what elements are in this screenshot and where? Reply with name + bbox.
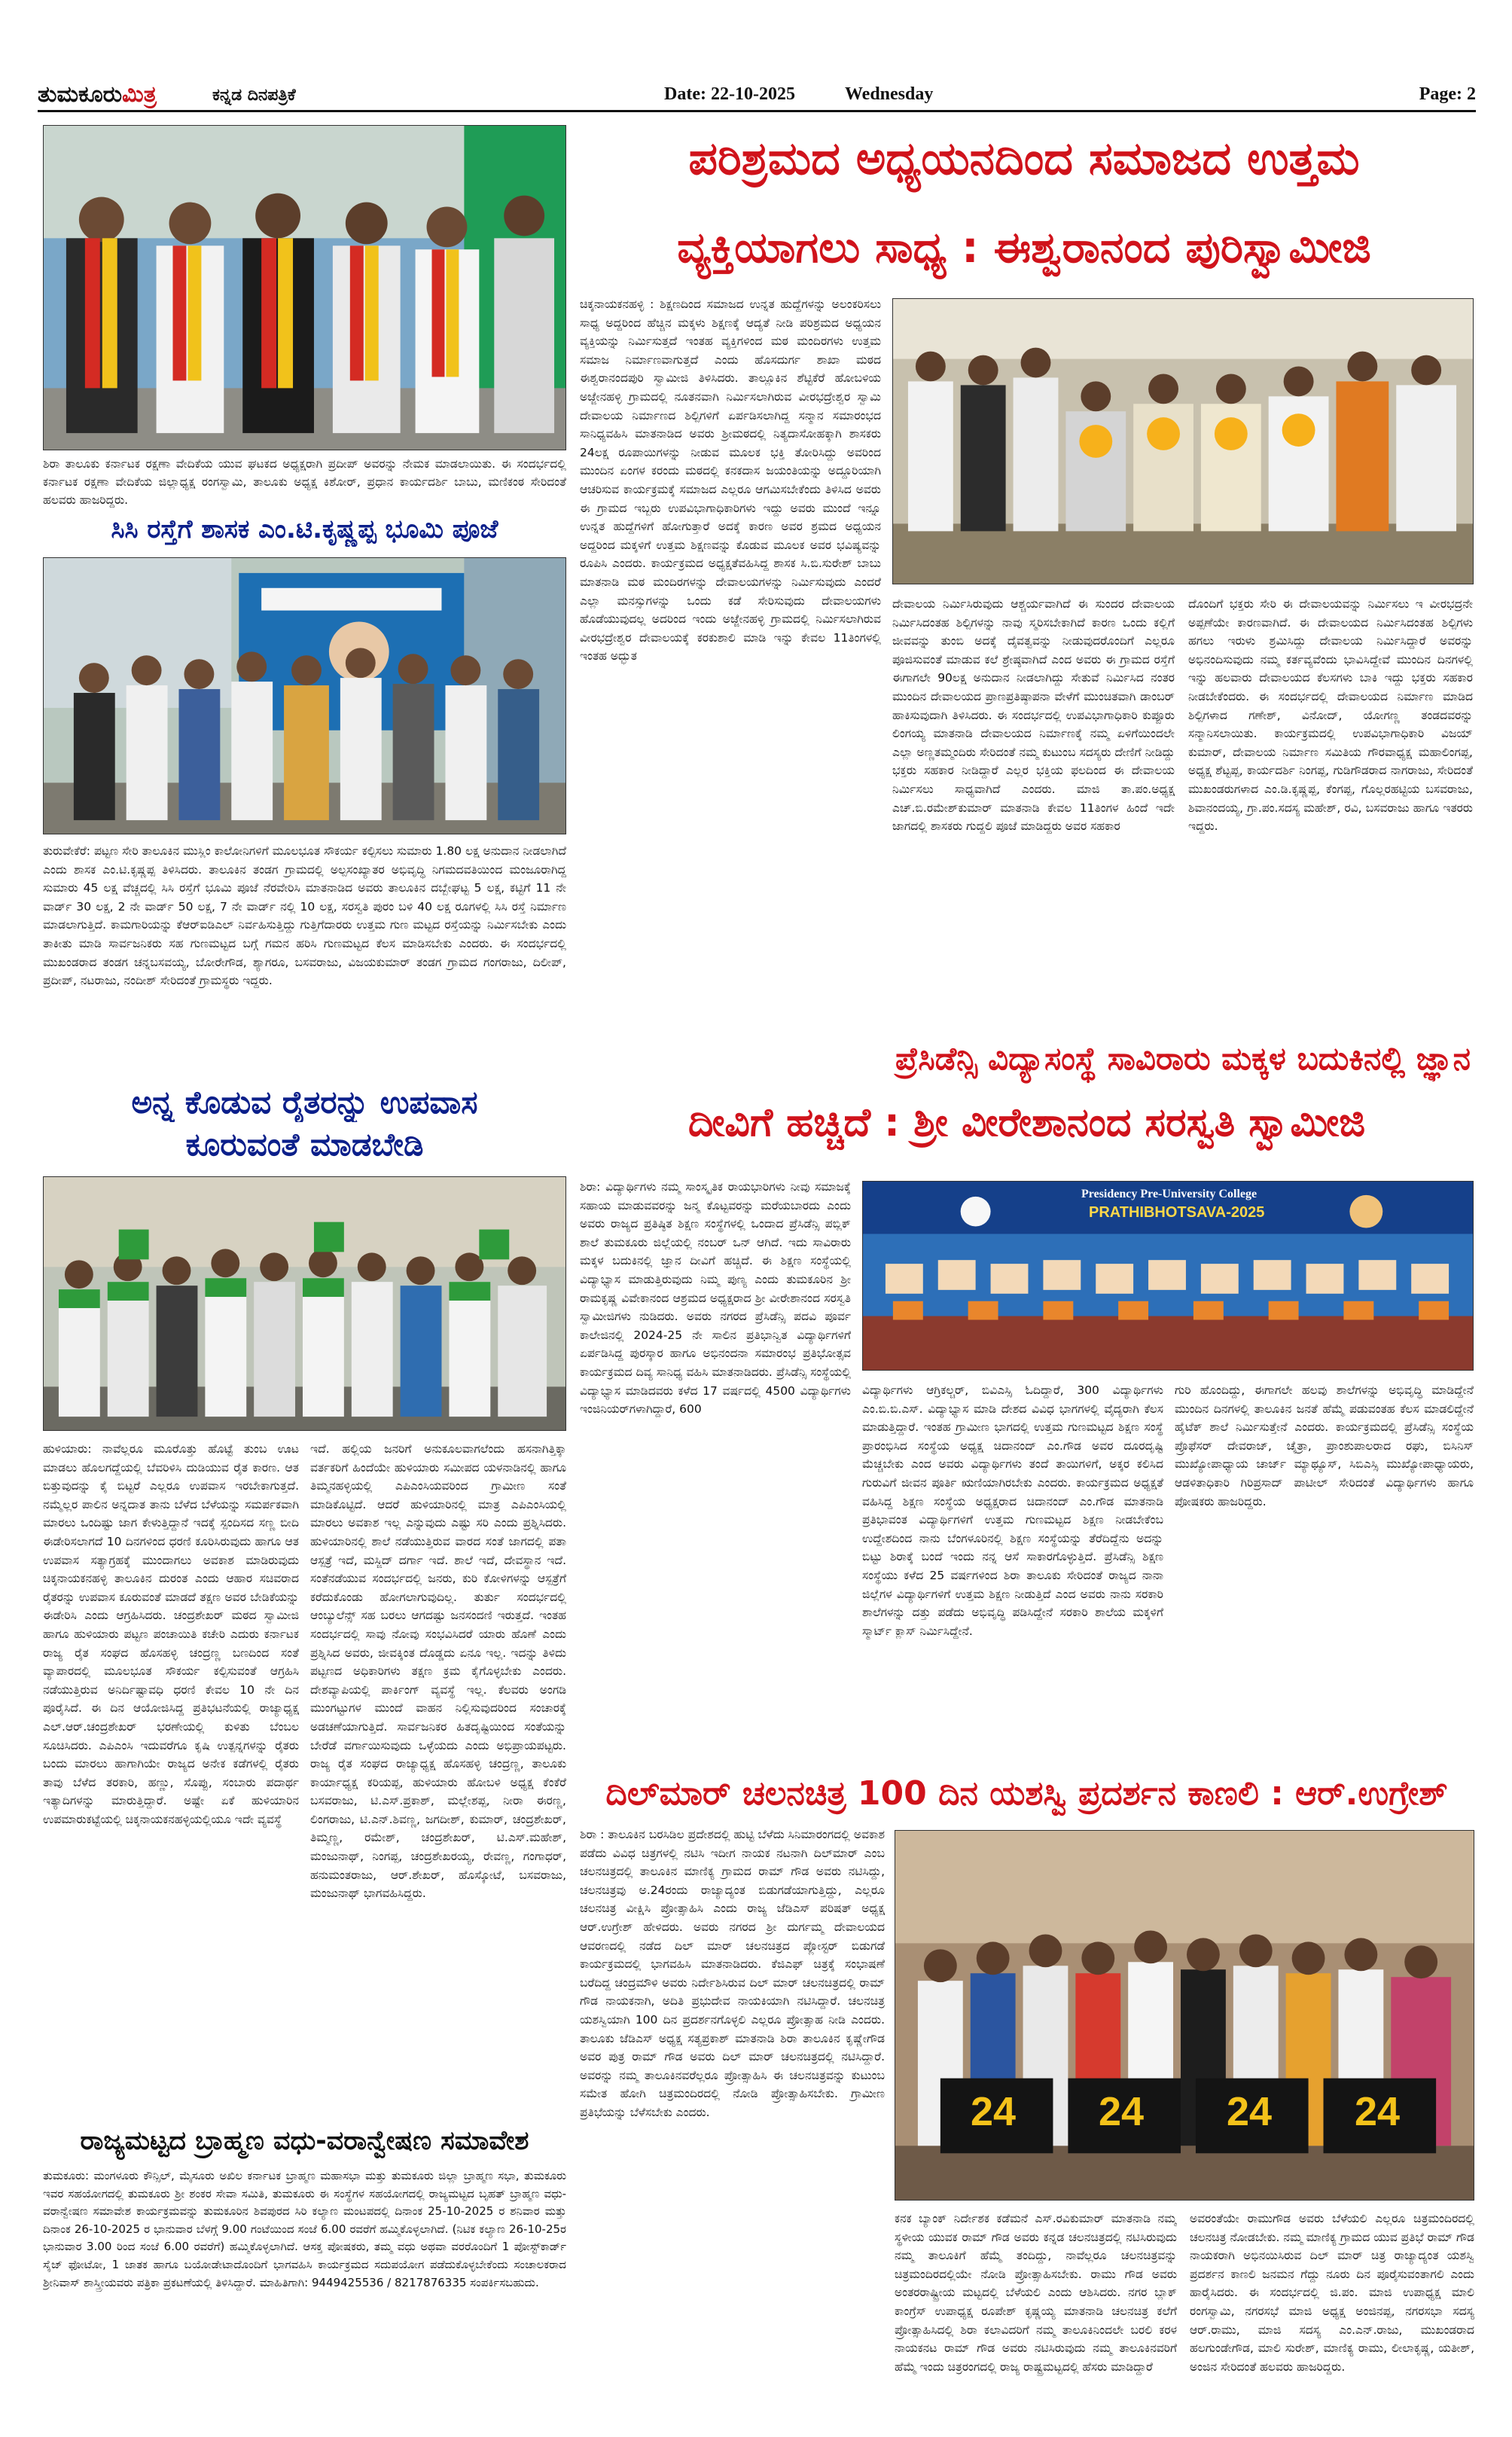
presidency-headline-line2: ದೀವಿಗೆ ಹಚ್ಚಿದೆ : ಶ್ರೀ ವೀರೇಶಾನಂದ ಸರಸ್ವತಿ ಸ್ವಾಮೀಜಿ (687, 1100, 1366, 1145)
farmers-body-col2: ಇದೆ. ಹಲ್ಲಿಯ ಜನರಿಗೆ ಅನುಕೂಲವಾಗಲೆಂದು ಹಸನಾಗಿತ್ತಿಕ್ಕಾ ವರ್ತಕರಿಗೆ ಹಿಂದೆಯೇ ಹುಳಿಯಾರು ಸಮೀಪದ ಯಳನಾಡಿನಲ್ಲಿ ಹಾಗೂ ತಿಮ್ಮನಹಳ್ಳಿಯಲ್ಲಿ ಎಪಿಎಂಸಿಯವರಿಂದ ಗ್ರಾಮೀಣ ಸಂತೆ ಮಾಡಿಕೊಟ್ಟಿದೆ. ಆದರೆ ಹುಳಿಯಾರಿನಲ್ಲಿ ಮಾತ್ರ ಎಪಿಎಂಸಿಯಲ್ಲಿ ಮಾರಲು ಅವಕಾಶ ಇಲ್ಲ ಎನ್ನುವುದು ಎಷ್ಟು ಸರಿ ಎಂದು ಪ್ರಶ್ನಿಸಿದರು. ಹುಳಿಯಾರಿನಲ್ಲಿ ಶಾಲೆ ನಡೆಯುತ್ತಿರುವ ವಾರದ ಸಂತೆ ಜಾಗದಲ್ಲಿ ಪತಾ ಆಸ್ಪತ್ರೆ ಇದೆ, ಮಸ್ಜಿದ್ ದರ್ಗಾ ಇದೆ. ಶಾಲೆ ಇದೆ, ದೇವಸ್ಥಾನ ಇದೆ. ಸಂತೆನಡೆಯುವ ಸಂದರ್ಭದಲ್ಲಿ ಜನರು, ಕುರಿ ಕೋಳಿಗಳನ್ನು ಆಸ್ಪತ್ರೆಗೆ ಕರೆದುಕೊಂಡು ಹೋಗಲಾಗುವುದಿಲ್ಲ. ತುರ್ತು ಸಂದರ್ಭದಲ್ಲಿ ಆಂಬ್ಯುಲೆನ್ಸ್ ಸಹ ಬರಲು ಆಗದಷ್ಟು ಜನಸಂದಣಿ ಇರುತ್ತದೆ. ಇಂತಹ ಸಂದರ್ಭದಲ್ಲಿ ಸಾವು ನೋವು ಸಂಭವಿಸಿದರೆ ಯಾರು ಹೊಣೆ ಎಂದು ಪ್ರಶ್ನಿಸಿದ ಅವರು, ಜೀವಕ್ಕಿಂತ ದೊಡ್ಡದು ಏನೂ ಇಲ್ಲ. ಇದನ್ನು ತಿಳಿದು ಪಟ್ಟಣದ ಅಧಿಕಾರಿಗಳು ತಕ್ಷಣ ಕ್ರಮ ಕೈಗೊಳ್ಳಬೇಕು ಎಂದರು. ದೇಶವ್ಯಾಪಿಯಲ್ಲಿ ಪಾರ್ಕಿಂಗ್ ವ್ಯವಸ್ಥೆ ಇಲ್ಲ. ಕೆಲವರು ಅಂಗಡಿ ಮುಂಗಟ್ಟುಗಳ ಮುಂದೆ ವಾಹನ ನಿಲ್ಲಿಸುವುದರಿಂದ ಸಂಚಾರಕ್ಕೆ ಅಡಚಣೆಯಾಗುತ್ತಿದೆ. ಸಾರ್ವಜನಿಕರ ಹಿತದೃಷ್ಟಿಯಿಂದ ಸಂತೆಯನ್ನು ಬೇರೆಡೆ ವರ್ಗಾಯಿಸುವುದು ಒಳ್ಳೆಯದು ಎಂದು ಅಭಿಪ್ರಾಯಪಟ್ಟರು. ರಾಜ್ಯ ರೈತ ಸಂಘದ ರಾಜ್ಯಾಧ್ಯಕ್ಷ ಹೊಸಹಳ್ಳಿ ಚಂದ್ರಣ್ಣ, ತಾಲೂಕು ಕಾರ್ಯಾಧ್ಯಕ್ಷ ಕರಿಯಪ್ಪ, ಹುಳಿಯಾರು ಹೋಬಳಿ ಅಧ್ಯಕ್ಷ ಕೆಂಕೆರೆ ಬಸವರಾಜು, ಟಿ.ಎಸ್.ಪ್ರಕಾಶ್, ಮಲ್ಲೇಶಪ್ಪ, ನೀರಾ ಈರಣ್ಣ, ಲಿಂಗರಾಜು, ಟಿ.ಎನ್.ಶಿವಣ್ಣ, ಜಗದೀಶ್, ಕುಮಾರ್, ಚಂದ್ರಶೇಖರ್, ತಿಮ್ಮಣ್ಣ, ರಮೇಶ್, ಚಂದ್ರಶೇಖರ್, ಟಿ.ಎಸ್.ಮಹೇಶ್, ಮಂಜುನಾಥ್, ನಿಂಗಪ್ಪ, ಚಂದ್ರಶೇಖರಯ್ಯ, ರೇವಣ್ಣ, ಗಂಗಾಧರ್, ಹನುಮಂತರಾಜು, ಆರ್.ಶೇಖರ್, ಹೊಸ್ಕೋಟೆ, ಬಸವರಾಜು, ಮಂಜುನಾಥ್ ಭಾಗವಹಿಸಿದ್ದರು. (310, 1442, 566, 1901)
parishrama-headline-line1: ಪರಿಶ್ರಮದ ಅಧ್ಯಯನದಿಂದ ಸಮಾಜದ ಉತ್ತಮ (688, 133, 1360, 185)
issue-day: Wednesday (845, 84, 934, 104)
presidency-body-col1: ಶಿರಾ: ವಿದ್ಯಾರ್ಥಿಗಳು ನಮ್ಮ ಸಾಂಸ್ಕೃತಿಕ ರಾಯಭಾರಿಗಳು ನೀವು ಸಮಾಜಕ್ಕೆ ಸಹಾಯ ಮಾಡುವವರನ್ನು ಜನ್ಮ ಕೊಟ್ಟವರನ್ನು ಮರೆಯಬಾರದು ಎಂದು ಅವರು ರಾಜ್ಯದ ಪ್ರತಿಷ್ಠಿತ ಶಿಕ್ಷಣ ಸಂಸ್ಥೆಗಳಲ್ಲಿ ಒಂದಾದ ಪ್ರೆಸಿಡೆನ್ಸಿ ಪಬ್ಲಿಕ್ ಶಾಲೆ ತುಮಕೂರು ಜಿಲ್ಲೆಯಲ್ಲಿ ನಂಬರ್ ಒನ್ ಆಗಿದೆ. ಇದು ಸಾವಿರಾರು ಮಕ್ಕಳ ಬದುಕಿನಲ್ಲಿ ಜ್ಞಾನ ದೀವಿಗೆ ಹಚ್ಚಿದೆ. ಈ ಶಿಕ್ಷಣ ಸಂಸ್ಥೆಯಲ್ಲಿ ವಿದ್ಯಾಭ್ಯಾಸ ಮಾಡುತ್ತಿರುವುದು ನಿಮ್ಮ ಪುಣ್ಯ ಎಂದು ತುಮಕೂರಿನ ಶ್ರೀ ರಾಮಕೃಷ್ಣ ವಿವೇಕಾನಂದ ಆಶ್ರಮದ ಅಧ್ಯಕ್ಷರಾದ ಶ್ರೀ ವೀರೇಶಾನಂದ ಸರಸ್ವತಿ ಸ್ವಾಮೀಜಿಗಳು ನುಡಿದರು. ಅವರು ನಗರದ ಪ್ರೆಸಿಡೆನ್ಸಿ ಪದವಿ ಪೂರ್ವ ಕಾಲೇಜಿನಲ್ಲಿ 2024-25 ನೇ ಸಾಲಿನ ಪ್ರತಿಭಾನ್ವಿತ ವಿದ್ಯಾರ್ಥಿಗಳಿಗೆ ಏರ್ಪಡಿಸಿದ್ದ ಪುರಸ್ಕಾರ ಹಾಗೂ ಅಭಿನಂದನಾ ಸಮಾರಂಭ ಪ್ರತಿಭೋತ್ಸವ ಕಾರ್ಯಕ್ರಮದ ದಿವ್ಯ ಸಾನಿಧ್ಯ ವಹಿಸಿ ಮಾತನಾಡಿದರು. ಪ್ರೆಸಿಡೆನ್ಸಿ ಸಂಸ್ಥೆಯಲ್ಲಿ ವಿದ್ಯಾಭ್ಯಾಸ ಮಾಡಿದವರು ಕಳೆದ 17 ವರ್ಷದಲ್ಲಿ 4500 ವಿದ್ಯಾರ್ಥಿಗಳು ಇಂಜಿನಿಯರ್‌ಗಳಾಗಿದ್ದಾರೆ, 600 (580, 1180, 851, 1417)
cc-road-headline: ಸಿಸಿ ರಸ್ತೆಗೆ ಶಾಸಕ ಎಂ.ಟಿ.ಕೃಷ್ಣಪ್ಪ ಭೂಮಿ ಪೂಜೆ (111, 514, 498, 544)
newspaper-subtitle: ಕನ್ನಡ ದಿನಪತ್ರಿಕೆ (212, 86, 296, 105)
presidency-body-col3: ಗುರಿ ಹೊಂದಿದ್ದು, ಈಗಾಗಲೇ ಹಲವು ಶಾಲೆಗಳನ್ನು ಅಭಿವೃದ್ಧಿ ಮಾಡಿದ್ದೇನೆ ಮುಂದಿನ ದಿನಗಳಲ್ಲಿ ತಾಲೂಕಿನ ಜನತೆ ಹೆಮ್ಮೆ ಪಡುವಂತಹ ಕೆಲಸ ಮಾಡಲಿದ್ದೇನೆ ಹೈಟೆಕ್ ಶಾಲೆ ನಿರ್ಮಿಸುತ್ತೇನೆ ಎಂದರು. ಕಾರ್ಯಕ್ರಮದಲ್ಲಿ ಪ್ರೆಸಿಡೆನ್ಸಿ ಸಂಸ್ಥೆಯ ಪ್ರೊಫೆಸರ್ ದೇವರಾಜ್, ಚೈತ್ರಾ, ಪ್ರಾಂಶುಪಾಲರಾದ ರಘು, ಬಿಸಿನಿಸ್ ಮುಖ್ಯೋಪಾಧ್ಯಾಯ ಚಾರ್ಜ್ ಮ್ಯಾಥ್ಯೂಸ್, ಸಿಬಿಎಸ್ಸಿ ಮುಖ್ಯೋಪಾಧ್ಯಾಯರು, ಆಡಳಿತಾಧಿಕಾರಿ ಗಿರಿಪ್ರಸಾದ್ ಪಾಟೀಲ್ ಸೇರಿದಂತೆ ವಿದ್ಯಾರ್ಥಿಗಳು ಹಾಗೂ ಪೋಷಕರು ಹಾಜರಿದ್ದರು. (1175, 1383, 1474, 1508)
presidency-headline-line1: ಪ್ರೆಸಿಡೆನ್ಸಿ ವಿದ್ಯಾಸಂಸ್ಥೆ ಸಾವಿರಾರು ಮಕ್ಕಳ ಬದುಕಿನಲ್ಲಿ ಜ್ಞಾನ (895, 1040, 1471, 1077)
presidency-body-col2: ವಿದ್ಯಾರ್ಥಿಗಳು ಆಗ್ರಿಕಲ್ಚರ್, ಬಿವಿಎಸ್ಸಿ ಓದಿದ್ದಾರೆ, 300 ವಿದ್ಯಾರ್ಥಿಗಳು ಎಂ.ಬಿ.ಬಿ.ಎಸ್. ವಿದ್ಯಾಭ್ಯಾಸ ಮಾಡಿ ದೇಶದ ವಿವಿಧ ಭಾಗಗಳಲ್ಲಿ ವೈದ್ಯರಾಗಿ ಕೆಲಸ ಮಾಡುತ್ತಿದ್ದಾರೆ. ಇಂತಹ ಗ್ರಾಮೀಣ ಭಾಗದಲ್ಲಿ ಉತ್ತಮ ಗುಣಮಟ್ಟದ ಶಿಕ್ಷಣ ಸಂಸ್ಥೆ ಪ್ರಾರಂಭಿಸಿದ ಸಂಸ್ಥೆಯ ಅಧ್ಯಕ್ಷ ಚಿದಾನಂದ್ ಎಂ.ಗೌಡ ಅವರ ದೂರದೃಷ್ಟಿ ಮೆಚ್ಚಬೇಕು ಎಂದ ಅವರು ವಿದ್ಯಾರ್ಥಿಗಳು ತಂದೆ ತಾಯಿಗಳಿಗೆ, ಅಕ್ಕರ ಕಲಿಸಿದ ಗುರುವಿಗೆ ಜೀವನ ಪೂರ್ತಿ ಋಣಿಯಾಗಿರಬೇಕು ಎಂದರು. ಕಾರ್ಯಕ್ರಮದ ಅಧ್ಯಕ್ಷತೆ ವಹಿಸಿದ್ದ ಶಿಕ್ಷಣ ಸಂಸ್ಥೆಯ ಅಧ್ಯಕ್ಷರಾದ ಚಿದಾನಂದ್ ಎಂ.ಗೌಡ ಮಾತನಾಡಿ ಪ್ರತಿಭಾವಂತ ವಿದ್ಯಾರ್ಥಿಗಳಿಗೆ ಉತ್ತಮ ಗುಣಮಟ್ಟದ ಶಿಕ್ಷಣ ನೀಡಬೇಕೆಂಬ ಉದ್ದೇಶದಿಂದ ನಾನು ಬೆಂಗಳೂರಿನಲ್ಲಿ ಶಿಕ್ಷಣ ಸಂಸ್ಥೆಯನ್ನು ತೆರೆದಿದ್ದೆನು ಅದನ್ನು ಬಿಟ್ಟು ಶಿರಾಕ್ಕೆ ಬಂದೆ ಇಂದು ನನ್ನ ಆಸೆ ಸಾಕಾರಗೊಳ್ಳುತ್ತಿದೆ. ಪ್ರೆಸಿಡೆನ್ಸಿ ಶಿಕ್ಷಣ ಸಂಸ್ಥೆಯು ಕಳೆದ 25 ವರ್ಷಗಳಿಂದ ಶಿರಾ ತಾಲೂಕು ಸೇರಿದಂತೆ ರಾಜ್ಯದ ನಾನಾ ಜಿಲ್ಲೆಗಳ ವಿದ್ಯಾರ್ಥಿಗಳಿಗೆ ಉತ್ತಮ ಶಿಕ್ಷಣ ನೀಡುತ್ತಿದೆ ಎಂದ ಅವರು ನಾನು ಸರಕಾರಿ ಶಾಲೆಗಳನ್ನು ದತ್ತು ಪಡೆದು ಅಭಿವೃದ್ಧಿ ಪಡಿಸಿದ್ದೇನೆ ಸರಕಾರಿ ಶಾಲೆಯ ಮಕ್ಕಳಿಗೆ ಸ್ಮಾರ್ಟ್ ಕ್ಲಾಸ್ ನಿರ್ಮಿಸಿದ್ದೇನೆ. (862, 1383, 1163, 1638)
farmers-photo (43, 1176, 566, 1431)
title-part2: ಮಿತ್ರ (122, 81, 157, 108)
presidency-photo (862, 1181, 1474, 1371)
parishrama-photo (892, 298, 1474, 584)
dilmar-poster-1-number: 24 (971, 2089, 1017, 2134)
parishrama-body-col1: ಚಿಕ್ಕನಾಯಕನಹಳ್ಳಿ : ಶಿಕ್ಷಣದಿಂದ ಸಮಾಜದ ಉನ್ನತ ಹುದ್ದೆಗಳನ್ನು ಅಲಂಕರಿಸಲು ಸಾಧ್ಯ ಅದ್ದರಿಂದ ಹೆಚ್ಚಿನ ಮಕ್ಕಳು ಶಿಕ್ಷಣಕ್ಕೆ ಆದ್ಯತೆ ನೀಡಿ ಪರಿಶ್ರಮದ ಅಧ್ಯಯನ ವ್ಯಕ್ತಿಯನ್ನು ನಿರ್ಮಿಸುತ್ತದೆ ಇಂತಹ ವ್ಯಕ್ತಿಗಳಿಂದ ಮಠ ಮಂದಿರಗಳು ಉತ್ತಮ ಸಮಾಜ ನಿರ್ಮಾಣವಾಗುತ್ತದೆ ಎಂದು ಹೊಸದುರ್ಗ ಶಾಖಾ ಮಠದ ಈಶ್ವರಾನಂದಪುರಿ ಸ್ವಾಮೀಜಿ ತಿಳಿಸಿದರು. ತಾಲ್ಲೂಕಿನ ಶೆಟ್ಟಿಕೆರೆ ಹೋಬಳಿಯ ಅಜ್ಜೇನಹಳ್ಳಿ ಗ್ರಾಮದಲ್ಲಿ ನೂತನವಾಗಿ ನಿರ್ಮಿಸಲಾಗಿರುವ ವೀರಭದ್ರೇಶ್ವರ ಸ್ವಾಮಿ ದೇವಾಲಯ ನಿರ್ಮಾಣದ ಶಿಲ್ಪಿಗಳಿಗೆ ಏರ್ಪಡಿಸಲಾಗಿದ್ದ ಸನ್ಮಾನ ಸಮಾರಂಭದ ಸಾನಿಧ್ಯವಹಿಸಿ ಮಾತನಾಡಿದ ಅವರು ಶ್ರೀಮಠದಲ್ಲಿ ನಿತ್ಯದಾಸೋಹಕ್ಕಾಗಿ ಶಾಸಕರು 24ಲಕ್ಷ ರೂಪಾಯಿಗಳನ್ನು ನೀಡುವ ಮೂಲಕ ಭಕ್ತಿ ತೋರಿಸಿದ್ದು ಅವರಿಂದ ಮುಂದಿನ ಏಂಗಳ ಕರಂದು ಮಠದಲ್ಲಿ ಕನಕದಾಸ ಜಯಂತಿಯನ್ನು ಅದ್ದೂರಿಯಾಗಿ ಆಚರಿಸುವ ಕಾರ್ಯಕ್ರಮಕ್ಕೆ ಸಮಾಜದ ಎಲ್ಲರೂ ಆಗಮಿಸಬೇಕೆಂದು ತಿಳಿಸಿದ ಅವರು ಈ ಗ್ರಾಮದ ಇಬ್ಬರು ಉಪವಿಭಾಗಾಧಿಕಾರಿಗಳು ಇದ್ದು ಅವರು ಮುಂದೆ ಇನ್ನೂ ಉನ್ನತ ಹುದ್ದೆಗಳಿಗೆ ಹೋಗುತ್ತಾರೆ ಅದಕ್ಕೆ ಕಾರಣ ಅವರ ಶ್ರಮದ ಅಧ್ಯಯನ ಅದ್ದರಿಂದ ಮಕ್ಕಳಿಗೆ ಉತ್ತಮ ಶಿಕ್ಷಣವನ್ನು ಕೊಡುವ ಮೂಲಕ ಅವರ ಭವಿಷ್ಯವನ್ನು ರೂಪಿಸಿ ಎಂದರು. ಕಾರ್ಯಕ್ರಮದ ಅಧ್ಯಕ್ಷತೆವಹಿಸಿದ್ದ ಶಾಸಕ ಸಿ.ಬಿ.ಸುರೇಶ್ ಬಾಬು ಮಾತನಾಡಿ ಮಠ ಮಂದಿರಗಳನ್ನು ದೇವಾಲಯಗಳನ್ನು ನಿರ್ಮಿಸುವುದು ಎಂದರೆ ಎಲ್ಲಾ ಮನಸ್ಸುಗಳನ್ನು ಒಂದು ಕಡೆ ಸೇರಿಸುವುದು ದೇವಾಲಯಗಳು ಹೊಡೆಯುವುದಲ್ಲ ಅದರಿಂದ ಇಂದು ಅಜ್ಜೇನಹಳ್ಳಿ ಗ್ರಾಮದಲ್ಲಿ ನಿರ್ಮಿಸಲಾಗಿರುವ ವೀರಭದ್ರೇಶ್ವರ ದೇವಾಲಯಕ್ಕೆ ಕರಕುಶಾಲಿ ಮಾಡಿ ಇನ್ನು ಕೇವಲ 11ತಿಂಗಳಲ್ಲಿ ಇಂತಹ ಅದ್ಭುತ (580, 297, 881, 663)
masthead (38, 81, 1476, 107)
page-number: Page: 2 (1419, 84, 1476, 104)
dilmar-photo (895, 1830, 1474, 2201)
dilmar-poster-4-number: 24 (1355, 2089, 1401, 2134)
brahmana-body: ತುಮಕೂರು: ಮಂಗಳೂರು ಕೌನ್ಸಿಲ್‌, ಮೈಸೂರು ಅಖಿಲ ಕರ್ನಾಟಕ ಬ್ರಾಹ್ಮಣ ಮಹಾಸಭಾ ಮತ್ತು ತುಮಕೂರು ಜಿಲ್ಲಾ ಬ್ರಾಹ್ಮಣ ಸಭಾ, ತುಮಕೂರು ಇವರ ಸಹಯೋಗದಲ್ಲಿ ತುಮಕೂರು ಶ್ರೀ ಶಂಕರ ಸೇವಾ ಸಮಿತಿ, ತುಮಕೂರು ಈ ಸಂಸ್ಥೆಗಳ ಸಹಯೋಗದಲ್ಲಿ ರಾಜ್ಯಮಟ್ಟದ ಬೃಹತ್ ಬ್ರಾಹ್ಮಣ ವಧು-ವರಾನ್ವೇಷಣ ಸಮಾವೇಶ ಕಾರ್ಯಕ್ರಮವನ್ನು ತುಮಕೂರಿನ ಶಿವಪುರದ ಸಿರಿ ಕಲ್ಯಾಣ ಮಂಟಪದಲ್ಲಿ ದಿನಾಂಕ 25-10-2025 ರ ಶನಿವಾರ ಮತ್ತು ದಿನಾಂಕ 26-10-2025 ರ ಭಾನುವಾರ ಬೆಳಗ್ಗೆ 9.00 ಗಂಟೆಯಿಂದ ಸಂಜೆ 6.00 ರವರೆಗೆ ಹಮ್ಮಿಕೊಳ್ಳಲಾಗಿದೆ. (ನಿಟಿಕ ಕಲ್ಯಾಣ 26-10-25ರ ಭಾನುವಾರ 3.00 ರಿಂದ ಸಂಜೆ 6.00 ರವರೆಗೆ) ಹಮ್ಮಿಕೊಳ್ಳಲಾಗಿದೆ. ಆಸಕ್ತ ಪೋಷಕರು, ತಮ್ಮ ವಧು ಅಥವಾ ವರರೊಂದಿಗೆ 1 ಪೋಸ್ಟ್‌ಕಾರ್ಡ್ ಸೈಜ್ ಫೋಟೋ, 1 ಜಾತಕ ಹಾಗೂ ಬಯೋಡೇಟಾದೊಂದಿಗೆ ಭಾಗವಹಿಸಿ ಕಾರ್ಯಕ್ರಮದ ಸದುಪಯೋಗ ಪಡೆದುಕೊಳ್ಳಬೇಕೆಂದು ಸಂಚಾಲಕರಾದ ಶ್ರೀನಿವಾಸ್ ಶಾಸ್ತ್ರೀಯವರು ಪತ್ರಿಕಾ ಪ್ರಕಟಣೆಯಲ್ಲಿ ತಿಳಿಸಿದ್ದಾರೆ. ಮಾಹಿತಿಗಾಗಿ: 9449425536 / 8217876335 ಸಂಪರ್ಕಿಸಬಹುದು. (43, 2169, 566, 2289)
farmers-headline-line1: ಅನ್ನ ಕೊಡುವ ರೈತರನ್ನು ಉಪವಾಸ (131, 1084, 478, 1121)
parishrama-headline-line2: ವ್ಯಕ್ತಿಯಾಗಲು ಸಾಧ್ಯ : ಈಶ್ವರಾನಂದ ಪುರಿಸ್ವಾಮೀಜಿ (677, 223, 1371, 273)
title-part1: ತುಮಕೂರು (38, 81, 123, 108)
dilmar-body-col1: ಶಿರಾ : ತಾಲೂಕಿನ ಬರಸಿಡಿಲ ಪ್ರದೇಶದಲ್ಲಿ ಹುಟ್ಟಿ ಬೆಳೆದು ಸಿನಿಮಾರಂಗದಲ್ಲಿ ಅವಕಾಶ ಪಡೆದು ವಿವಿಧ ಚಿತ್ರಗಳಲ್ಲಿ ನಟಿಸಿ ಇದೀಗ ನಾಯಕ ನಟನಾಗಿ ದಿಲ್‌ಮಾರ್ ಎಂಬ ಚಲನಚಿತ್ರದಲ್ಲಿ ತಾಲೂಕಿನ ಮಾಣಿಕ್ಯ ಗ್ರಾಮದ ರಾಮ್ ಗೌಡ ಅವರು ನಟಿಸಿದ್ದು, ಚಲನಚಿತ್ರವು ಅ.24ರಂದು ರಾಜ್ಯಾದ್ಯಂತ ಬಿಡುಗಡೆಯಾಗುತ್ತಿದ್ದು, ಎಲ್ಲರೂ ಚಲನಚಿತ್ರ ವೀಕ್ಷಿಸಿ ಪ್ರೋತ್ಸಾಹಿಸಿ ಎಂದು ರಾಜ್ಯ ಜೆಡಿಎಸ್ ಪರಿಷತ್ ಅಧ್ಯಕ್ಷ ಆರ್.ಉಗ್ರೇಶ್ ಹೇಳಿದರು. ಅವರು ನಗರದ ಶ್ರೀ ದುರ್ಗಮ್ಮ ದೇವಾಲಯದ ಆವರಣದಲ್ಲಿ ನಡೆದ ದಿಲ್ ಮಾರ್ ಚಲನಚಿತ್ರದ ಪ್ಲೋಸ್ಟರ್ ಬಿಡುಗಡೆ ಕಾರ್ಯಕ್ರಮದಲ್ಲಿ ಭಾಗವಹಿಸಿ ಮಾತನಾಡಿದರು. ಕೆಜಿಎಫ್ ಚಿತ್ರಕ್ಕೆ ಸಂಭಾಷಣೆ ಬರೆದಿದ್ದ ಚಂದ್ರಮೌಳಿ ಅವರು ನಿರ್ದೇಶಿಸಿರುವ ದಿಲ್ ಮಾರ್ ಚಲನಚಿತ್ರದಲ್ಲಿ ರಾಮ್ ಗೌಡ ನಾಯಕನಾಗಿ, ಅದಿತಿ ಪ್ರಭುದೇವ ನಾಯಕಿಯಾಗಿ ನಟಿಸಿದ್ದಾರೆ. ಚಲನಚಿತ್ರ ಯಶಸ್ವಿಯಾಗಿ 100 ದಿನ ಪ್ರದರ್ಶನಗೊಳ್ಳಲಿ ಎಲ್ಲರೂ ಪ್ರೋತ್ಸಾಹ ನೀಡಿ ಎಂದರು. ತಾಲೂಕು ಜೆಡಿಎಸ್ ಅಧ್ಯಕ್ಷ ಸತ್ಯಪ್ರಕಾಶ್ ಮಾತನಾಡಿ ಶಿರಾ ತಾಲೂಕಿನ ಕೃಷ್ಣೇಗೌಡ ಅವರ ಪುತ್ರ ರಾಮ್ ಗೌಡ ಅವರು ದಿಲ್ ಮಾರ್ ಚಲನಚಿತ್ರದಲ್ಲಿ ನಟಿಸಿದ್ದಾರೆ. ಅವರನ್ನು ನಮ್ಮ ತಾಲೂಕಿನವರೆಲ್ಲರೂ ಪ್ರೋತ್ಸಾಹಿಸಿ ಈ ಚಲನಚಿತ್ರವನ್ನು ಕುಟುಂಬ ಸಮೇತ ಹೋಗಿ ಚಿತ್ರಮಂದಿರದಲ್ಲಿ ನೋಡಿ ಪ್ರೋತ್ಸಾಹಿಸಬೇಕು. ಗ್ರಾಮೀಣ ಪ್ರತಿಭೆಯನ್ನು ಬೆಳೆಸಬೇಕು ಎಂದರು. (580, 1828, 885, 2119)
newspaper-title (38, 81, 157, 108)
dilmar-headline: ದಿಲ್‌ಮಾರ್ ಚಲನಚಿತ್ರ 100 ದಿನ ಯಶಸ್ವಿ ಪ್ರದರ್ಶನ ಕಾಣಲಿ : ಆರ್.ಉಗ್ರೇಶ್ (605, 1774, 1448, 1813)
masthead-rule (38, 110, 1476, 112)
presidency-banner-title: Presidency Pre-University College (1081, 1188, 1257, 1200)
dilmar-body-col3: ಅವರಂತೆಯೇ ರಾಮುಗೌಡ ಅವರು ಬೆಳೆಯಲಿ ಎಲ್ಲರೂ ಚಿತ್ರಮಂದಿರದಲ್ಲಿ ಚಲನಚಿತ್ರ ನೋಡಬೇಕು. ನಮ್ಮ ಮಾಣಿಕ್ಯ ಗ್ರಾಮದ ಯುವ ಪ್ರತಿಭೆ ರಾಮ್ ಗೌಡ ನಾಯಕರಾಗಿ ಅಭಿನಯಿಸಿರುವ ದಿಲ್ ಮಾರ್ ಚಿತ್ರ ರಾಜ್ಯಾದ್ಯಂತ ಯಶಸ್ವಿ ಪ್ರದರ್ಶನ ಕಾಣಲಿ ಜನಮನ ಗೆದ್ದು ನೂರು ದಿನ ಪೂರೈಸುವಂತಾಗಲಿ ಎಂದು ಹಾರೈಸಿದರು. ಈ ಸಂದರ್ಭದಲ್ಲಿ ಜಿ.ಪಂ. ಮಾಜಿ ಉಪಾಧ್ಯಕ್ಷ ಮಾಲಿ ರಂಗಸ್ವಾಮಿ, ನಗರಸಭೆ ಮಾಜಿ ಅಧ್ಯಕ್ಷ ಅಂಜಿನಪ್ಪ, ನಗರಸಭಾ ಸದಸ್ಯ ಆರ್.ರಾಮು, ಮಾಜಿ ಸದಸ್ಯ ಎಂ.ಎನ್.ರಾಜು, ಮುಖಂಡರಾದ ಹಲಗುಂಡೇಗೌಡ, ಮಾಲಿ ಸುರೇಶ್, ಮಾಣಿಕ್ಯ ರಾಮು, ಲೀಲಾಕೃಷ್ಣ, ಯತೀಶ್, ಅಂಜಿನ ಸೇರಿದಂತೆ ಹಲವರು ಹಾಜರಿದ್ದರು. (1190, 2212, 1474, 2374)
cc-road-photo (43, 557, 566, 834)
karnataka-photo (43, 125, 566, 450)
farmers-headline-line2: ಕೂರುವಂತೆ ಮಾಡಬೇಡಿ (185, 1126, 424, 1163)
brahmana-headline: ರಾಜ್ಯಮಟ್ಟದ ಬ್ರಾಹ್ಮಣ ವಧು-ವರಾನ್ವೇಷಣ ಸಮಾವೇಶ (80, 2126, 529, 2156)
cc-road-body: ತುರುವೇಕೆರೆ: ಪಟ್ಟಣ ಸೇರಿ ತಾಲೂಕಿನ ಮುಸ್ಲಿಂ ಕಾಲೋನಿಗಳಿಗೆ ಮೂಲಭೂತ ಸೌಕರ್ಯ ಕಲ್ಪಿಸಲು ಸುಮಾರು 1.80 ಲಕ್ಷ ಅನುದಾನ ನೀಡಲಾಗಿದೆ ಎಂದು ಶಾಸಕ ಎಂ.ಟಿ.ಕೃಷ್ಣಪ್ಪ ತಿಳಿಸಿದರು. ತಾಲೂಕಿನ ತಂಡಗ ಗ್ರಾಮದಲ್ಲಿ ಅಲ್ಪಸಂಖ್ಯಾತರ ಅಭಿವೃದ್ಧಿ ನಿಗಮದವತಿಯಿಂದ ಮಂಜೂರಾಗಿದ್ದ ಸುಮಾರು 45 ಲಕ್ಷ ವೆಚ್ಚದಲ್ಲಿ ಸಿಸಿ ರಸ್ತೆಗೆ ಭೂಮಿ ಪೂಜೆ ನೆರವೇರಿಸಿ ಮಾತನಾಡಿದ ಅವರು ತಾಲೂಕಿನ ದಬ್ಬೇಘಟ್ಟ 5 ಲಕ್ಷ, ಕಟ್ಟಿಗೆ 11 ನೇ ವಾರ್ಡ್ 30 ಲಕ್ಷ, 2 ನೇ ವಾರ್ಡ್ 50 ಲಕ್ಷ, 7 ನೇ ವಾರ್ಡ್ ನಲ್ಲಿ 10 ಲಕ್ಷ, ಸರಸ್ವತಿ ಪುರಂ ಬಳಿ 40 ಲಕ್ಷ ರೂಗಳಲ್ಲಿ ಸಿಸಿ ರಸ್ತೆ ನಿರ್ಮಾಣ ಮಾಡಲಾಗುತ್ತಿದೆ. ಕಾಮಗಾರಿಯನ್ನು ಕೆಆರ್‌ಐಡಿಎಲ್ ನಿರ್ವಹಿಸುತ್ತಿದ್ದು ಗುತ್ತಿಗೆದಾರರು ಉತ್ತಮ ಗುಣ ಮಟ್ಟದ ರಸ್ತೆಯನ್ನು ನಿರ್ಮಿಸಬೇಕು ಎಂದು ತಾಕೀತು ಮಾಡಿ ಸಾರ್ವಜನಿಕರು ಸಹ ಗುಣಮಟ್ಟದ ಬಗ್ಗೆ ಗಮನ ಹರಿಸಿ ಗುಣಮಟ್ಟದ ಕೆಲಸ ಮಾಡಿಸಬೇಕು ಎಂದರು. ಈ ಸಂದರ್ಭದಲ್ಲಿ ಮುಖಂಡರಾದ ತಂಡಗ ಚನ್ನಬಸವಯ್ಯ, ಬೋರೇಗೌಡ, ಶ್ಯಾಗರೂ, ಬಸವರಾಜು, ವಿಜಯಕುಮಾರ್ ತಂಡಗ ಗ್ರಾಮದ ಗಂಗರಾಜು, ದಿಲೀಪ್, ಪ್ರದೀಪ್, ನಟರಾಜು, ನಂದೀಶ್ ಸೇರಿದಂತೆ ಗ್ರಾಮಸ್ಥರು ಇದ್ದರು. (43, 844, 566, 988)
karnataka-caption: ಶಿರಾ ತಾಲೂಕು ಕರ್ನಾಟಕ ರಕ್ಷಣಾ ವೇದಿಕೆಯ ಯುವ ಘಟಕದ ಅಧ್ಯಕ್ಷರಾಗಿ ಪ್ರದೀಪ್ ಅವರನ್ನು ನೇಮಕ ಮಾಡಲಾಯಿತು. ಈ ಸಂದರ್ಭದಲ್ಲಿ ಕರ್ನಾಟಕ ರಕ್ಷಣಾ ವೇದಿಕೆಯ ಜಿಲ್ಲಾಧ್ಯಕ್ಷ ರಂಗಸ್ವಾಮಿ, ತಾಲೂಕು ಅಧ್ಯಕ್ಷ ಕಿಶೋರ್, ಪ್ರಧಾನ ಕಾರ್ಯದರ್ಶಿ ಬಾಬು, ಮಣಿಕಂಠ ಸೇರಿದಂತೆ ಹಲವರು ಹಾಜರಿದ್ದರು. (43, 457, 566, 507)
issue-date: Date: 22-10-2025 (664, 84, 795, 104)
dilmar-poster-3-number: 24 (1227, 2089, 1273, 2134)
dilmar-body-col2: ಕನಕ ಬ್ಯಾಂಕ್ ನಿರ್ದೇಶಕ ಕಡೆಮನೆ ಎಸ್.ರವಿಕುಮಾರ್ ಮಾತನಾಡಿ ನಮ್ಮ ಸ್ಥಳೀಯ ಯುವಕ ರಾಮ್ ಗೌಡ ಅವರು ಕನ್ನಡ ಚಲನಚಿತ್ರದಲ್ಲಿ ನಟಿಸಿರುವುದು ನಮ್ಮ ತಾಲೂಕಿಗೆ ಹೆಮ್ಮೆ ತಂದಿದ್ದು, ನಾವೆಲ್ಲರೂ ಚಲನಚಿತ್ರವನ್ನು ಚಿತ್ರಮಂದಿರದಲ್ಲಿಯೇ ನೋಡಿ ಪ್ರೋತ್ಸಾಹಿಸಬೇಕು. ರಾಮು ಗೌಡ ಅವರು ಅಂತರರಾಷ್ಟ್ರೀಯ ಮಟ್ಟದಲ್ಲಿ ಬೆಳೆಯಲಿ ಎಂದು ಆಶಿಸಿದರು. ನಗರ ಬ್ಲಾಕ್ ಕಾಂಗ್ರೆಸ್ ಉಪಾಧ್ಯಕ್ಷ ರೂಪೇಶ್ ಕೃಷ್ಣಯ್ಯ ಮಾತನಾಡಿ ಚಲನಚಿತ್ರ ಕಲೆಗೆ ಪ್ರೋತ್ಸಾಹಿಸಿದಲ್ಲಿ ಶಿರಾ ಕಲಾವಿದರಿಗೆ ನಮ್ಮ ತಾಲೂಕಿನಿಂದಲೇ ಬರಲಿ ಕರಳ ನಾಯಕನಟ ರಾಮ್ ಗೌಡ ಅವರು ನಟಿಸಿರುವುದು ನಮ್ಮ ತಾಲೂಕಿನವರಿಗೆ ಹೆಮ್ಮೆ ಇಂದು ಚಿತ್ರರಂಗದಲ್ಲಿ ರಾಜ್ಯ ರಾಷ್ಟ್ರಮಟ್ಟದಲ್ಲಿ ಹೆಸರು ಮಾಡಿದ್ದಾರೆ (895, 2212, 1177, 2374)
parishrama-body-col2: ದೇವಾಲಯ ನಿರ್ಮಿಸಿರುವುದು ಆಶ್ಚರ್ಯವಾಗಿದೆ ಈ ಸುಂದರ ದೇವಾಲಯ ನಿರ್ಮಿಸಿದಂತಹ ಶಿಲ್ಪಿಗಳನ್ನು ನಾವು ಸ್ಮರಿಸಬೇಕಾಗಿದೆ ಕಾರಣ ಒಂದು ಕಲ್ಲಿಗೆ ಜೀವವನ್ನು ತುಂಬಿ ಅದಕ್ಕೆ ದೈವತ್ವವನ್ನು ನೀಡುವುದರೊಂದಿಗೆ ಎಲ್ಲರೂ ಪೂಜಿಸುವಂತೆ ಮಾಡುವ ಕಲೆ ಶ್ರೇಷ್ಠವಾಗಿದೆ ಎಂದ ಅವರು ಈ ಗ್ರಾಮದ ರಸ್ತೆಗೆ ಈಗಾಗಲೇ 90ಲಕ್ಷ ಅನುದಾನ ನೀಡಲಾಗಿದ್ದು ಸೇತುವೆ ನಿರ್ಮಿಸಿದ ನಂತರ ಮುಂದಿನ ದೇವಾಲಯದ ಪ್ರಾಣಪ್ರತಿಷ್ಠಾಪನಾ ವೇಳೆಗೆ ಮುಂಚಿತವಾಗಿ ಡಾಂಬರ್ ಹಾಕಿಸುವುದಾಗಿ ತಿಳಿಸಿದರು. ಈ ಸಂದರ್ಭದಲ್ಲಿ ಉಪವಿಭಾಗಾಧಿಕಾರಿ ಕುಪ್ಪೂರು ಲಿಂಗಯ್ಯ ಮಾತನಾಡಿ ದೇವಾಲಯದ ನಿರ್ಮಾಣಕ್ಕೆ ನಮ್ಮ ಏಳಿಗೆಯಿಂದಲೇ ಎಲ್ಲಾ ಅಣ್ಣತಮ್ಮಂದಿರು ಸೇರಿದಂತೆ ನಮ್ಮ ಕುಟುಂಬ ಸದಸ್ಯರು ದೇಣಿಗೆ ನೀಡಿದ್ದು ಭಕ್ತರು ಸಹಕಾರ ನೀಡಿದ್ದಾರೆ ಎಲ್ಲರ ಭಕ್ತಿಯ ಫಲದಿಂದ ಈ ದೇವಾಲಯ ನಿರ್ಮಿಸಲು ಸಾಧ್ಯವಾಗಿದೆ ಎಂದರು. ಮಾಜಿ ತಾ.ಪಂ.ಅಧ್ಯಕ್ಷ ಎಚ್.ಬಿ.ರಮೇಶ್‌ಕುಮಾರ್ ಮಾತನಾಡಿ ಕೇವಲ 11ತಿಂಗಳ ಹಿಂದೆ ಇದೇ ಜಾಗದಲ್ಲಿ ಶಾಸಕರು ಗುದ್ದಲಿ ಪೂಜೆ ಮಾಡಿದ್ದರು ಅವರ ಸಹಕಾರ (892, 597, 1175, 834)
dilmar-poster-2-number: 24 (1099, 2089, 1145, 2134)
farmers-body-col1: ಹುಳಿಯಾರು: ನಾವೆಲ್ಲರೂ ಮೂರೊತ್ತು ಹೊಟ್ಟೆ ತುಂಬ ಊಟ ಮಾಡಲು ಹೊಲಗದ್ದೆಯಲ್ಲಿ ಬೆವರಿಳಿಸಿ ದುಡಿಯುವ ರೈತ ಕಾರಣ. ಆತ ಬಿತ್ತುವುದನ್ನು ಕೈ ಬಿಟ್ಟರೆ ಎಲ್ಲರೂ ಉಪವಾಸ ಇರಬೇಕಾಗುತ್ತದೆ. ನಮ್ಮೆಲ್ಲರ ಪಾಲಿನ ಅನ್ನದಾತ ತಾನು ಬೆಳೆದ ಬೆಳೆಯನ್ನು ಸಮರ್ಪಕವಾಗಿ ಮಾರಲು ಒಂದಿಷ್ಟು ಜಾಗ ಕೇಳುತ್ತಿದ್ದಾನೆ ಇದಕ್ಕೆ ಸ್ಪಂದಿಸದ ಸಣ್ಣ ಬೀದಿ ಈಡೇರಿಸಲಾಗದೆ 10 ದಿನಗಳಿಂದ ಧರಣಿ ಕೂರಿಸಿರುವುದು ಹಾಗೂ ಆತ ಉಪವಾಸ ಸತ್ಯಾಗ್ರಹಕ್ಕೆ ಮುಂದಾಗಲು ಅವಕಾಶ ಮಾಡಿರುವುದು ಚಿಕ್ಕನಾಯಕನಹಳ್ಳಿ ತಾಲೂಕಿನ ದುರಂತ ಎಂದು ಆಹಾರ ಸಚಿವರಾದ ರೈತರನ್ನು ಉಪವಾಸ ಕೂರುವಂತೆ ಮಾಡದೆ ತಕ್ಷಣ ಅವರ ಬೇಡಿಕೆಯನ್ನು ಈಡೇರಿಸಿ ಎಂದು ಆಗ್ರಹಿಸಿದರು. ಚಂದ್ರಶೇಖರ್ ಮಠದ ಸ್ವಾಮೀಜಿ ಹಾಗೂ ಹುಳಿಯಾರು ಪಟ್ಟಣ ಪಂಚಾಯಿತಿ ಕಚೇರಿ ಎದುರು ಕರ್ನಾಟಕ ರಾಜ್ಯ ರೈತ ಸಂಘದ ಹೊಸಹಳ್ಳಿ ಚಂದ್ರಣ್ಣ ಬಣದಿಂದ ಸಂತೆ ವ್ಯಾಪಾರದಲ್ಲಿ ಮೂಲಭೂತ ಸೌಕರ್ಯ ಕಲ್ಪಿಸುವಂತೆ ಆಗ್ರಹಿಸಿ ನಡೆಯುತ್ತಿರುವ ಅನಿರ್ದಿಷ್ಟಾವಧಿ ಧರಣಿ ಕೇವಲ 10 ನೇ ದಿನ ಪೂರೈಸಿದೆ. ಈ ದಿನ ಆಯೋಜಿಸಿದ್ದ ಪ್ರತಿಭಟನೆಯಲ್ಲಿ ರಾಜ್ಯಾಧ್ಯಕ್ಷ ಎಲ್.ಆರ್.ಚಂದ್ರಶೇಖರ್ ಭರಣೇಯಲ್ಲಿ ಕುಳಿತು ಬೆಂಬಲ ಸೂಚಿಸಿದರು. ಎಪಿಎಂಸಿ ಇದುವರೆಗೂ ಕೃಷಿ ಉತ್ಪನ್ನಗಳನ್ನು ರೈತರು ಬಂದು ಮಾರಲು ಹಾಗಾಗಿಯೇ ರಾಜ್ಯದ ಅನೇಕ ಕಡೆಗಳಲ್ಲಿ ರೈತರು ತಾವು ಬೆಳೆದ ತರಕಾರಿ, ಹಣ್ಣು, ಸೊಪ್ಪು, ಸಂಬಾರು ಪದಾರ್ಥ ಇತ್ಯಾದಿಗಳನ್ನು ಮಾರುತ್ತಿದ್ದಾರೆ. ಅಷ್ಟೇ ಏಕೆ ಹುಳಿಯಾರಿನ ಉಪಮಾರುಕಟ್ಟೆಯಲ್ಲಿ ಚಿಕ್ಕನಾಯಕನಹಳ್ಳಿಯಲ್ಲಿಯೂ ಇದೇ ವ್ಯವಸ್ಥೆ (43, 1442, 299, 1826)
presidency-banner-event: PRATHIBHOTSAVA-2025 (1089, 1204, 1265, 1221)
parishrama-body-col3: ದೊಂದಿಗೆ ಭಕ್ತರು ಸೇರಿ ಈ ದೇವಾಲಯವನ್ನು ನಿರ್ಮಿಸಲು ಇ ವೀರಭದ್ರನೇ ಅಪ್ಪಣೆಯೇ ಕಾರಣವಾಗಿದೆ. ಈ ದೇವಾಲಯದ ನಿರ್ಮಿಸಿದಂತಹ ಶಿಲ್ಪಿಗಳು ಹಗಲು ಇರುಳು ಶ್ರಮಿಸಿದ್ದು ದೇವಾಲಯ ನಿರ್ಮಿಸಿದ್ದಾರೆ ಅವರನ್ನು ಅಭಿನಂದಿಸುವುದು ನಮ್ಮ ಕರ್ತವ್ಯವೆಂದು ಭಾವಿಸಿದ್ದೇವೆ ಮುಂದಿನ ದಿನಗಳಲ್ಲಿ ಇನ್ನು ಹಲವಾರು ದೇವಾಲಯದ ಕೆಲಸಗಳು ಬಾಕಿ ಇದ್ದು ಭಕ್ತರು ಸಹಕಾರ ನೀಡಬೇಕೆಂದರು. ಈ ಸಂದರ್ಭದಲ್ಲಿ ದೇವಾಲಯದ ನಿರ್ಮಾಣ ಮಾಡಿದ ಶಿಲ್ಪಿಗಳಾದ ಗಣೇಶ್, ವಿನೋದ್, ಯೋಗಣ್ಣ ತಂಡದವರನ್ನು ಸನ್ಮಾನಿಸಲಾಯಿತು. ಕಾರ್ಯಕ್ರಮದಲ್ಲಿ ಉಪವಿಭಾಗಾಧಿಕಾರಿ ವಿಜಯ್ ಕುಮಾರ್, ದೇವಾಲಯ ನಿರ್ಮಾಣ ಸಮಿತಿಯ ಗೌರವಾಧ್ಯಕ್ಷ ಮಹಾಲಿಂಗಪ್ಪ, ಅಧ್ಯಕ್ಷ ಶೆಟ್ಟಪ್ಪ, ಕಾರ್ಯದರ್ಶಿ ನಿಂಗಪ್ಪ, ಗುಡಿಗೌಡರಾದ ನಾಗರಾಜು, ಸೇರಿದಂತೆ ಮುಖಂಡರುಗಳಾದ ಎಂ.ಡಿ.ಕೃಷ್ಣಪ್ಪ, ಕೆಂಗಪ್ಪ, ಗೊಲ್ಲರಹಟ್ಟಿಯ ಬಸವರಾಜು, ಶಿವಾನಂದಯ್ಯ, ಗ್ರಾ.ಪಂ.ಸದಸ್ಯ ಮಹೇಶ್, ರವಿ, ಬಸವರಾಜು ಹಾಗೂ ಇತರರು ಇದ್ದರು. (1188, 597, 1473, 834)
